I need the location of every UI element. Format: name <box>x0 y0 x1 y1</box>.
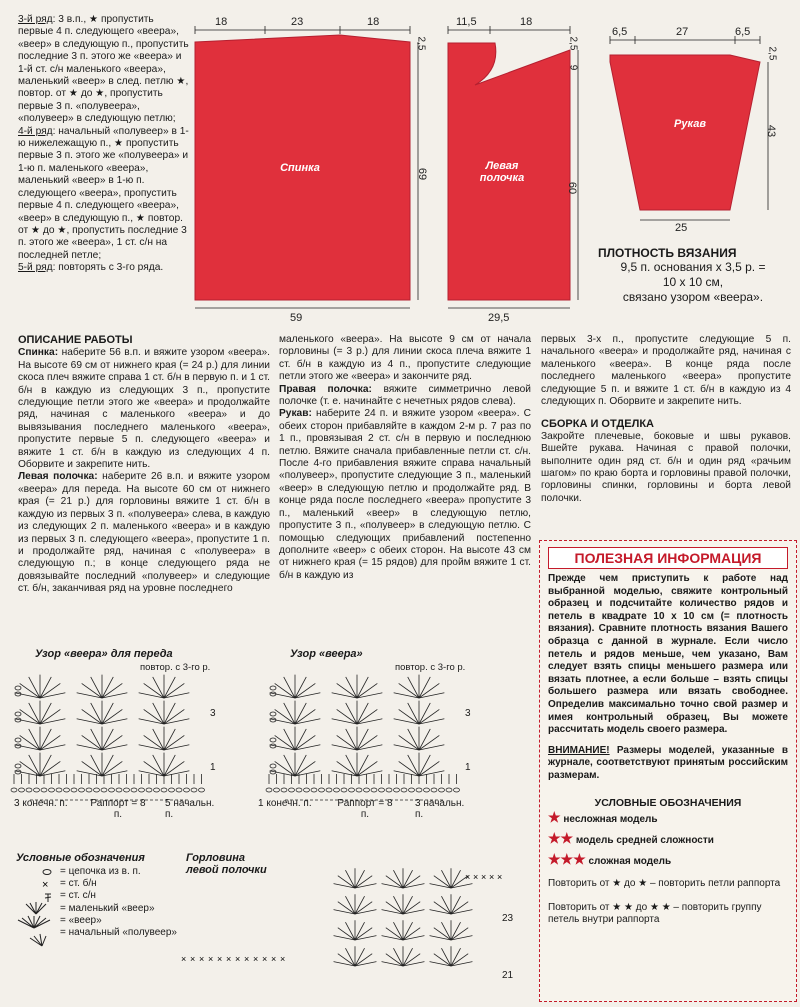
chain-mark <box>364 788 370 792</box>
chain-mark <box>270 686 276 690</box>
work-paragraph-heading: Левая полочка: <box>18 471 98 483</box>
fan-stroke <box>441 896 451 914</box>
chain-mark <box>131 788 137 792</box>
fan-stroke <box>284 703 295 724</box>
gauge-line2: 10 х 10 см, <box>662 275 724 289</box>
fan-stroke <box>295 677 306 698</box>
work-paragraph-text: маленького «веера». На высоте 9 см от начала горловины (= 3 р.) для линии скоса плеча вяжите 1 ст. б/н в каждую из 4 п., пропустите следующие петли этого же «веера» и закончите ряд. <box>279 334 531 383</box>
fan-stroke <box>408 729 419 750</box>
sc-mark: × <box>181 954 187 964</box>
symbols-icons <box>14 866 60 956</box>
level-medium <box>540 829 796 847</box>
row4-label: 4-й ряд <box>18 125 53 137</box>
work-paragraph-text: первых 3-х п., пропустите следующие 5 п. начального «веера» и продолжайте ряд, начиная с маленького «веера». В конце ряда после последнего маленького «веера» пропустите следующие 5 п. и вяжите 1 ст. б/н в каждую из 4 следующих п. Оборвите и закрепите нить. <box>541 334 791 408</box>
fan-stroke <box>346 755 357 776</box>
chain-mark <box>401 788 407 792</box>
neckline-chart <box>175 862 515 1002</box>
back-dim-shoulder: 2,5 <box>415 36 427 51</box>
neckline-marks <box>181 868 502 966</box>
neck-title-line1: Горловина <box>186 852 246 864</box>
chain-mark <box>191 788 197 792</box>
chain-mark <box>289 788 295 792</box>
front-fan-chart <box>11 675 205 800</box>
chain-mark <box>326 788 332 792</box>
work-paragraph-text: наберите 24 п. и вяжите узором «веера». С обеих сторон прибавляйте в каждом 2-м р. 7 раз по 1 п., провязывая 2 ст. с/н в первую и последнюю петлю. Вяжите сначала прибавленные петли ст. с/н. После 4-го прибавления вяжите справа начальный «полувеер», пропустите следующие 3 п., маленький «веер» в следующую петлю и продолжайте ряд. В конце ряда после последнего «веера» пропустите 3 п., маленький «веер» в следующую петлю, пропустите 3 п., «полувеер» в следующую петлю. С помощью следующих прибавлений постепенно дополните «веер» с обеих сторон. На высоте 43 см от нижнего края (= 15 рядов) для пройм вяжите 1 ст. б/н в каждую из <box>279 408 531 581</box>
work-col3 <box>541 334 791 505</box>
half-fan-icon <box>30 934 46 946</box>
main-left-count: 1 конечн. п. <box>258 798 312 809</box>
fan-stroke <box>164 703 175 724</box>
chain-mark <box>394 788 400 792</box>
sleeve-dim-top-left: 6,5 <box>612 26 628 38</box>
chain-mark <box>379 788 385 792</box>
chain-mark <box>101 788 107 792</box>
sc-mark: × <box>481 872 487 882</box>
row5-label: 5-й ряд <box>18 262 53 274</box>
gauge-title: ПЛОТНОСТЬ ВЯЗАНИЯ <box>598 246 737 260</box>
sc-mark: × <box>244 954 250 964</box>
fan-stroke <box>40 755 51 776</box>
fan-stroke <box>345 922 355 940</box>
sleeve-dim-bottom: 25 <box>675 222 688 234</box>
chain-mark <box>266 788 272 792</box>
sc-mark: × <box>190 954 196 964</box>
fan-stroke <box>29 677 40 698</box>
fan-stroke <box>102 729 113 750</box>
fan-stroke <box>441 948 451 966</box>
fan-stroke <box>403 896 413 914</box>
attention-text: Размеры моделей, указанные в журнале, соответствуют принятым российским размерам. <box>548 744 788 781</box>
main-fan-chart <box>266 675 460 800</box>
fan-stroke <box>393 922 403 940</box>
symbol-item: = «веер» <box>60 914 102 926</box>
chain-mark <box>94 788 100 792</box>
chain-mark <box>64 788 70 792</box>
level2-text: модель средней сложности <box>575 834 714 846</box>
front-dim-shoulder: 2,5 <box>567 36 579 51</box>
gauge-line3: связано узором «веера». <box>622 290 764 304</box>
attention-block <box>540 737 796 783</box>
fan-stroke <box>393 870 403 888</box>
front-dim-height: 60 <box>566 181 579 195</box>
front-label-line2: полочка <box>479 172 525 184</box>
level-hard <box>540 850 796 868</box>
sc-mark: × <box>262 954 268 964</box>
work-title: ОПИСАНИЕ РАБОТЫ <box>18 334 133 346</box>
fan-stroke <box>403 870 413 888</box>
fan-stroke <box>102 755 113 776</box>
gauge-block <box>598 246 788 305</box>
sleeve-label: Рукав <box>674 118 706 130</box>
sc-mark: × <box>217 954 223 964</box>
fan-stroke <box>419 703 430 724</box>
chain-mark <box>424 788 430 792</box>
chain-mark <box>41 788 47 792</box>
chain-mark <box>270 764 276 768</box>
chain-mark <box>371 788 377 792</box>
sleeve-dim-height: 43 <box>765 124 778 138</box>
fan-stroke <box>451 922 461 940</box>
fan-stroke <box>284 755 295 776</box>
fan-stroke <box>153 755 164 776</box>
fan-stroke <box>441 922 451 940</box>
chain-icon <box>43 870 51 875</box>
sc-mark: × <box>489 872 495 882</box>
chain-mark <box>184 788 190 792</box>
fan-stroke <box>345 870 355 888</box>
fan-stroke <box>91 729 102 750</box>
front-label <box>462 160 542 184</box>
fan-stroke <box>357 677 368 698</box>
neck-row23-label: 23 <box>502 913 514 924</box>
fan-stroke <box>346 703 357 724</box>
row3-text: : 3 в.п., ★ пропустить первые 4 п. следующего «веера», «веер» в следующую п., пропустить последние 3 п. этого же «веера» и 1-й ст. с/н маленького «веера», маленький «веер» в след. петлю ★, повтор. от ★ до ★, пропустить первые 3 п. «полувеера», «полувеер» в следующую петлю; <box>18 14 189 125</box>
fan-stroke <box>408 755 419 776</box>
sc-mark: × <box>465 872 471 882</box>
fan-stroke <box>419 729 430 750</box>
gauge-line1: 9,5 п. основания х 3,5 р. = <box>620 260 766 274</box>
chain-mark <box>116 788 122 792</box>
fan-stroke <box>451 948 461 966</box>
fan-stroke <box>408 703 419 724</box>
symbols-title: Условные обозначения <box>16 852 145 864</box>
fan-stroke <box>153 677 164 698</box>
symbol-item: = ст. б/н <box>60 878 97 890</box>
fan-stroke <box>91 755 102 776</box>
work-paragraph <box>18 471 270 595</box>
work-paragraph <box>279 334 531 384</box>
chain-mark <box>199 788 205 792</box>
front-right-count: 5 начальн. п. <box>165 798 215 820</box>
level1-text: несложная модель <box>563 813 658 825</box>
fan-stroke <box>403 948 413 966</box>
front-row3-label: 3 <box>210 708 216 719</box>
level-easy <box>540 808 796 826</box>
chain-mark <box>34 788 40 792</box>
chain-mark <box>169 788 175 792</box>
fan-stroke <box>295 703 306 724</box>
sc-mark: × <box>271 954 277 964</box>
fan-stroke <box>355 922 365 940</box>
fan-stroke <box>29 729 40 750</box>
chain-mark <box>176 788 182 792</box>
main-rapport: Раппорт = 8 п. <box>337 798 393 820</box>
fan-stroke <box>295 755 306 776</box>
symbol-item: = цепочка из в. п. <box>60 866 141 877</box>
fan-stroke <box>451 870 461 888</box>
sc-mark: × <box>280 954 286 964</box>
chain-mark <box>274 788 280 792</box>
chain-mark <box>341 788 347 792</box>
fan-stroke <box>419 755 430 776</box>
chain-mark <box>11 788 17 792</box>
fan-stroke <box>393 948 403 966</box>
sc-mark: × <box>235 954 241 964</box>
fan-stroke <box>393 896 403 914</box>
main-chart-repeat: повтор. с 3-го р. <box>395 662 466 673</box>
legend-title: УСЛОВНЫЕ ОБОЗНАЧЕНИЯ <box>594 796 742 809</box>
fan-stroke <box>355 896 365 914</box>
front-label-line1: Левая <box>485 160 519 172</box>
sc-mark: × <box>497 872 503 882</box>
work-col1 <box>18 334 270 596</box>
fan-stroke <box>295 729 306 750</box>
fan-stroke <box>441 870 451 888</box>
chain-mark <box>454 788 460 792</box>
fan-stroke <box>408 677 419 698</box>
chain-mark <box>409 788 415 792</box>
row4-text: : начальный «полувеер» в 1-ю нижележащую п., ★ пропустить первые 3 п. этого же «полувеера» и 1-ю п. маленького «веера», маленький «веер» в 1-ю п. следующего «веера», пропустить первые 4 п. следующего «веера», «веер» в следующую п., ★ повтор. от ★ до ★, пропустить последние 3 п. этого же «веера», 1 ст. с/н на последней петле; <box>18 125 189 261</box>
repeat-rule-1: Повторить от ★ до ★ – повторить петли раппорта <box>548 877 781 889</box>
front-left-count: 3 конечн. п. <box>14 798 68 809</box>
chain-mark <box>15 712 21 716</box>
main-chart-title: Узор «веера» <box>290 648 363 660</box>
chain-mark <box>71 788 77 792</box>
fan-stroke <box>345 948 355 966</box>
sc-mark: × <box>253 954 259 964</box>
star-icon: ★★ <box>548 829 574 846</box>
repeat-rule-2: Повторить от ★ ★ до ★ ★ – повторить группу петель внутри раппорта <box>548 901 762 925</box>
chain-mark <box>15 764 21 768</box>
chain-mark <box>139 788 145 792</box>
front-dim-top-left: 11,5 <box>456 16 477 28</box>
level3-text: сложная модель <box>588 855 672 867</box>
chain-mark <box>281 788 287 792</box>
work-paragraph-text: наберите 56 в.п. и вяжите узором «веера». На высоте 69 см от нижнего края (= 24 р.) для линии скоса плеч вяжите справа 1 ст. б/н в первую п. и 1 ст. б/н в каждую из следующих 3 п., пропустите следующие петли этого же «веера» и продолжайте ряд, начиная с маленького «веера» и до вывязывания последнего маленького «веера», пропустите первые 5 п. следующего «веера» и вяжите 1 ст. б/н в каждую из следующих 4 п. Оборвите и закрепите нить. <box>18 347 270 471</box>
chain-mark <box>296 788 302 792</box>
chain-mark <box>439 788 445 792</box>
chain-mark <box>446 788 452 792</box>
sleeve-dim-cap: 2,5 <box>766 46 778 61</box>
chain-mark <box>15 686 21 690</box>
sleeve-piece-shape <box>610 55 760 210</box>
fan-stroke <box>29 755 40 776</box>
front-dim-top-right: 18 <box>520 16 533 28</box>
back-dim-top-right: 18 <box>367 16 380 28</box>
work-paragraph <box>279 384 531 409</box>
work-paragraph-text: вяжите симметрично левой полочке (т. е. начинайте с нечетных рядов слева). <box>279 383 531 408</box>
attention-label: ВНИМАНИЕ! <box>548 744 610 756</box>
row3-label: 3-й ряд <box>18 14 53 25</box>
chain-mark <box>56 788 62 792</box>
fan-stroke <box>355 870 365 888</box>
fan-stroke <box>403 922 413 940</box>
star-icon: ★ <box>548 808 561 825</box>
work-paragraph <box>18 347 270 471</box>
chain-mark <box>19 788 25 792</box>
chain-mark <box>79 788 85 792</box>
front-rapport: Раппорт = 8 п. <box>90 798 146 820</box>
info-box-title: ПОЛЕЗНАЯ ИНФОРМАЦИЯ <box>548 547 788 569</box>
fan-stroke <box>40 729 51 750</box>
chain-mark <box>431 788 437 792</box>
pattern-rows-text <box>18 14 190 275</box>
row5-text: : повторять с 3-го ряда. <box>52 262 164 274</box>
fan-stroke <box>357 755 368 776</box>
info-box <box>539 540 797 1002</box>
chain-mark <box>270 712 276 716</box>
work-col2 <box>279 334 531 582</box>
front-row1-label: 1 <box>210 762 216 773</box>
work-paragraph <box>279 408 531 582</box>
sc-icon: × <box>42 879 49 891</box>
fan-stroke <box>102 703 113 724</box>
fan-stroke <box>419 677 430 698</box>
work-paragraph <box>541 334 791 408</box>
back-dim-bottom: 59 <box>290 312 303 324</box>
sc-mark: × <box>473 872 479 882</box>
small-fan-icon <box>26 902 46 914</box>
front-chart-title: Узор «веера» для переда <box>35 648 173 660</box>
sc-mark: × <box>226 954 232 964</box>
sleeve-dim-top-right: 6,5 <box>735 26 751 38</box>
chain-mark <box>334 788 340 792</box>
fan-stroke <box>357 729 368 750</box>
fan-stroke <box>164 729 175 750</box>
fan-stroke <box>346 729 357 750</box>
main-row1-label: 1 <box>465 762 471 773</box>
chain-mark <box>304 788 310 792</box>
fan-stroke <box>164 677 175 698</box>
chain-mark <box>319 788 325 792</box>
fan-stroke <box>91 703 102 724</box>
chain-mark <box>86 788 92 792</box>
fan-stroke <box>284 729 295 750</box>
back-dim-height: 69 <box>416 167 429 181</box>
chain-mark <box>270 738 276 742</box>
chain-mark <box>311 788 317 792</box>
neck-title-line2: левой полочки <box>186 864 267 876</box>
fan-stroke <box>284 677 295 698</box>
back-dim-top-left: 18 <box>215 16 228 28</box>
symbol-item: = ст. с/н <box>60 890 96 902</box>
work-paragraph-heading: Рукав: <box>279 408 312 420</box>
fan-stroke <box>451 896 461 914</box>
neck-row21-label: 21 <box>502 970 514 981</box>
fan-stroke <box>153 703 164 724</box>
chain-mark <box>146 788 152 792</box>
sc-mark: × <box>199 954 205 964</box>
chain-mark <box>356 788 362 792</box>
fan-stroke <box>357 703 368 724</box>
fan-stroke <box>164 755 175 776</box>
fan-stroke <box>40 677 51 698</box>
symbols-list <box>60 866 177 939</box>
chain-mark <box>124 788 130 792</box>
chain-mark <box>15 738 21 742</box>
sleeve-dim-top-mid: 27 <box>676 26 689 38</box>
front-chart-repeat: повтор. с 3-го р. <box>140 662 211 673</box>
fan-stroke <box>40 703 51 724</box>
sc-mark: × <box>208 954 214 964</box>
info-box-text: Прежде чем приступить к работе над выбранной моделью, свяжите контрольный образец и подсчитайте количество рядов и петель в квадрате 10 х 10 см (= плотность вязания). Сравните плотность вязания Вашего образца с данной в журнале. Если число петель и рядов меньше, чем указано, Вам следует взять спицы меньшего размера или вязать плотнее, а если больше – взять спицы большего размера или вязать свободнее. Определив максимально точно свой размер и имея контрольный образец, Вы можете рассчитать модель своего размера. <box>548 573 788 736</box>
work-paragraph-heading: Правая полочка: <box>279 383 372 395</box>
chain-mark <box>161 788 167 792</box>
front-dim-neck: 9 <box>567 64 579 71</box>
fan-stroke <box>29 703 40 724</box>
fan-stroke <box>345 896 355 914</box>
back-label: Спинка <box>280 162 320 174</box>
chain-mark <box>349 788 355 792</box>
main-row3-label: 3 <box>465 708 471 719</box>
fan-stroke <box>102 677 113 698</box>
chain-mark <box>154 788 160 792</box>
star-icon: ★★★ <box>548 850 586 867</box>
chain-mark <box>109 788 115 792</box>
chain-mark <box>49 788 55 792</box>
chain-mark <box>386 788 392 792</box>
back-dim-top-mid: 23 <box>291 16 304 28</box>
work-paragraph-heading: Спинка: <box>18 347 59 359</box>
assembly-text: Закройте плечевые, боковые и швы рукавов. Вшейте рукава. Начиная с правой полочки, выполните один ряд ст. б/н и один ряд «рачьим шагом» по краю борта и горловины правой полочки, горловины спинки, горловины и борта левой полочки. <box>541 430 791 504</box>
main-right-count: 3 начальн. п. <box>415 798 465 820</box>
fan-stroke <box>346 677 357 698</box>
assembly-title: СБОРКА И ОТДЕЛКА <box>541 418 654 431</box>
front-dim-bottom: 29,5 <box>488 312 510 324</box>
symbol-item: = маленький «веер» <box>60 902 155 914</box>
fan-stroke <box>153 729 164 750</box>
chain-mark <box>416 788 422 792</box>
chain-mark <box>26 788 32 792</box>
work-paragraph-text: наберите 26 в.п. и вяжите узором «веера» для переда. На высоте 60 см от нижнего края (= 21 р.) для горловины вяжите 1 ст. б/н в каждую из первых 3 п. «полувеера» слева, в каждую из следующих 2 п. маленького «веера» и в каждую из первых 3 п. следующего «веера», пропустите 1 п. и продолжайте ряд, начиная с «полувеера» в следующую п.; в конце следующего ряда не довязывайте последний «полувеер» и следующие ст. б/н, заканчивая ряд на уровне последнего <box>18 471 270 595</box>
fan-stroke <box>91 677 102 698</box>
fan-stroke <box>355 948 365 966</box>
fan-icon <box>18 916 50 928</box>
symbol-item: = начальный «полувеер» <box>60 927 177 939</box>
